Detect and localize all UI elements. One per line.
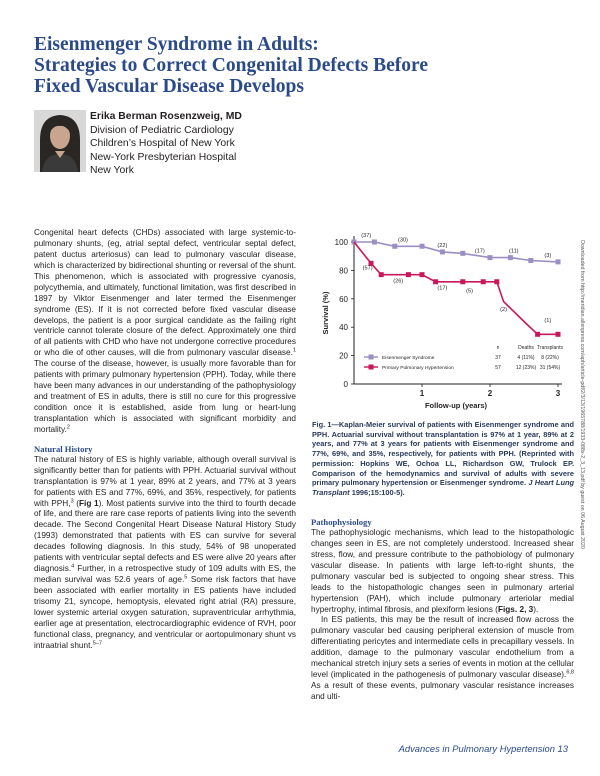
citation: 4	[71, 563, 75, 570]
download-watermark	[577, 240, 591, 640]
x-axis-title: Follow-up (years)	[424, 401, 488, 410]
author-affiliation: New York	[90, 165, 134, 177]
title-line: Strategies to Correct Congenital Defects Before	[34, 55, 429, 76]
at-risk-count: (3)	[544, 252, 552, 259]
legend-swatch-marker	[369, 355, 374, 360]
data-point	[481, 279, 486, 284]
data-point	[420, 272, 425, 277]
at-risk-count: (17)	[437, 285, 448, 292]
y-tick-label: 80	[339, 266, 348, 276]
section-heading-natural-history: Natural History	[34, 443, 93, 454]
text-run: The pathophysiologic mechanisms, which lead to the histopathologic changes seen in ES, are not completely understood. Increased shear stress, flow, and pressure contribute to the pathobiology of pulmonary vascular disease. In patients with large left-to-right shunts, the pulmonary vascular bed is subjected to ongoing shear stress. This leads to the histopathologic changes seen in pulmonary arterial hypertension (PAH), which include pulmonary arteriolar medial hypertrophy, intimal fibrosis, and plexiform lesions (	[311, 527, 574, 614]
legend-label: Primary Pulmonary Hypertension	[382, 366, 454, 371]
data-point	[392, 244, 397, 249]
author-affiliation: Division of Pediatric Cardiology	[90, 124, 234, 136]
data-point	[460, 251, 465, 256]
citation: 5	[184, 574, 188, 581]
data-point	[535, 332, 540, 337]
data-point	[406, 272, 411, 277]
data-point	[556, 332, 561, 337]
author-name: Erika Berman Rosenzweig, MD	[90, 111, 242, 122]
legend-deaths: 12 (23%)	[515, 365, 537, 371]
author-block	[90, 110, 242, 178]
citation: 3	[70, 497, 74, 504]
at-risk-count: (17)	[474, 248, 485, 255]
citation: 1	[292, 347, 296, 354]
x-tick-label: 2	[487, 389, 493, 398]
y-tick-label: 0	[343, 380, 348, 389]
text-run: (	[73, 498, 79, 508]
y-axis-title: Survival (%)	[321, 291, 330, 335]
at-risk-count: (37)	[361, 233, 372, 239]
legend-swatch-marker	[369, 365, 374, 370]
citation: 2	[66, 424, 70, 431]
legend-table-header: Deaths	[518, 345, 534, 351]
caption-journal: J Heart Lung Transplant	[312, 478, 574, 497]
series-line-eisenmenger	[354, 242, 558, 262]
author-affiliation: Children’s Hospital of New York	[90, 138, 235, 150]
data-point	[372, 240, 377, 245]
text-run: The natural history of ES is highly variable, although overall survival is significantly better than for patients with PPH. Actuarial survival without transplantation is 97% at 1 year, 89% at 2 years, and 77% at 3 years for patients with ES and 77%, 69%, and 35%, respectively, for patients with PPH,	[34, 454, 296, 508]
text-run: The course of the disease, however, is usually more favorable than for patients with primary pulmonary hypertension (PPH). Today, while there have been many advances in our understanding of the pathophysiology and treatment of ES in adults, there is still no cure for this progressive condition once it is established, aside from lung or heart-lung transplantation which is associated with significant morbidity and mortality.	[34, 359, 296, 434]
data-point	[494, 279, 499, 284]
figure-caption	[312, 420, 574, 498]
legend-n: 37	[495, 355, 501, 361]
data-point	[420, 244, 425, 249]
text-run: Some risk factors that have been associated with earlier mortality in ES patients have included trisomy 21, syncope, hemoptysis, elevated right atrial (RA) pressure, lower systemic arterial oxygen saturation, supraventricular arrhythmia, earlier age at presentation, electrocardiographic evidence of RVH, poor functional class, pregnancy, and ventricular or aortopulmonary shunt vs intraatrial shunt.	[34, 575, 296, 650]
legend-table-header: Transplants	[537, 345, 563, 351]
figure-reference: Figs. 2, 3	[497, 604, 534, 614]
y-tick-label: 20	[339, 351, 348, 361]
series-line-pph	[354, 242, 558, 334]
survival-chart	[312, 224, 574, 416]
legend-label: Eisenmenger Syndrome	[382, 356, 435, 361]
legend-n: 57	[495, 365, 501, 371]
legend-table-header: n	[496, 345, 500, 351]
pathophysiology-paragraph	[311, 528, 574, 616]
left-column	[34, 228, 296, 652]
y-tick-label: 100	[334, 238, 348, 247]
text-run: ). Most patients survive into the third to fourth decade of life, and there are rare case reports of patients living into the seventh decade. The Second Congenital Heart Disease Natural History Study (1993) demonstrated that patients with ES can survive for several decades following diagnosis. In this study, 54% of 98 unoperated patients with ventricular septal defects and ES were alive 20 years after diagnosis.	[34, 498, 297, 574]
right-column	[311, 517, 574, 703]
at-risk-count: (22)	[437, 242, 448, 249]
article-title	[34, 34, 554, 97]
legend-transplants: 31 (54%)	[539, 365, 561, 371]
data-point	[488, 255, 493, 260]
natural-history-paragraph	[34, 455, 296, 652]
data-point	[440, 249, 445, 254]
at-risk-count: (1)	[544, 318, 552, 325]
text-run: In ES patients, this may be the result of increased flow across the pulmonary vascular bed causing peripheral extension of muscle from differentiating pericytes and intermediate cells in precapillary vessels. In addition, damage to the pulmonary vascular endothelium from a mechanical stretch injury sets a series of events in motion at the cellular level (implicated in the pathogenesis of pulmonary vascular disease).	[311, 615, 574, 680]
data-point	[528, 258, 533, 263]
author-affiliation: New-York Presbyterian Hospital	[90, 151, 237, 163]
citation: 5–7	[92, 639, 102, 646]
y-tick-label: 60	[339, 294, 348, 304]
page-footer: Advances in Pulmonary Hypertension 13	[398, 743, 568, 754]
at-risk-count: (11)	[509, 248, 519, 255]
figure-reference: Fig 1	[79, 498, 99, 508]
x-tick-label: 3	[555, 389, 561, 398]
legend-transplants: 8 (22%)	[541, 355, 559, 361]
at-risk-count: (30)	[397, 237, 408, 244]
data-point	[460, 279, 465, 284]
citation: 6,8	[566, 669, 574, 676]
text-run: Further, in a retrospective study of 109 adults with ES, the median survival was 52.6 years of age.	[34, 564, 296, 585]
download-note: Downloaded from http://meridian.allenpress.com/aph/article-pdf/2/3/13/1965788/1933-088x-2_3_13.pdf by guest on 06 August 2020	[579, 240, 585, 549]
data-point	[379, 272, 384, 277]
pathophysiology-paragraph	[311, 615, 574, 703]
author-photo	[34, 110, 86, 172]
text-run: Congenital heart defects (CHDs) associated with large systemic-to-pulmonary shunts, (eg, atrial septal defect, ventricular septal defect, patent ductus arteriosus) can lead to pulmonary vascular disease, which is characterized by bidirectional shunting or reversal of the shunt. This phenomenon, which is associated with progressive cyanosis, polycythemia, and ultimately, functional limitation, was first described in 1897 by Viktor Eisenmenger and later termed the Eisenmenger syndrome (ES). If it is not corrected before fixed vascular disease develops, the patient is a poor surgical candidate as the failing right ventricle cannot tolerate closure of the defect. Approximately one third of all patients with CHD who have not undergone corrective procedures or who die of other causes, will die from pulmonary vascular disease.	[34, 228, 296, 358]
intro-paragraph	[34, 228, 296, 436]
caption-text: 1996;15:100-5).	[349, 487, 405, 497]
data-point	[433, 279, 438, 284]
title-line: Eisenmenger Syndrome in Adults:	[34, 34, 319, 55]
title-line: Fixed Vascular Disease Develops	[34, 76, 304, 97]
text-run: ).	[533, 604, 539, 614]
data-point	[556, 259, 561, 264]
at-risk-count: (57)	[362, 265, 373, 272]
at-risk-count: (5)	[466, 288, 474, 295]
at-risk-count: (2)	[500, 306, 508, 313]
y-tick-label: 40	[339, 323, 348, 333]
legend-deaths: 4 (11%)	[517, 355, 535, 361]
x-tick-label: 1	[419, 389, 425, 398]
caption-text: Fig. 1—Kaplan-Meier survival of patients with Eisenmenger syndrome and PPH. Actuarial survival without transplantation is 97% at 1 year, 89% at 2 years, and 77% at 3 years for patients with Eisenmenger syndrome and 77%, 69%, and 35%, respectively, for patients with PPH. (Reprinted with permission: Hopkins WE, Ochoa LL, Richardson GW, Trulock EP. Comparison of the hemodynamics and survival of adults with severe primary pulmonary hypertension or Eisenmenger syndrome.	[312, 420, 574, 488]
data-point	[508, 255, 513, 260]
section-heading-pathophysiology: Pathophysiology	[311, 517, 372, 527]
at-risk-count: (26)	[393, 278, 404, 285]
text-run: As a result of these events, pulmonary vascular resistance increases and ulti-	[311, 681, 574, 701]
